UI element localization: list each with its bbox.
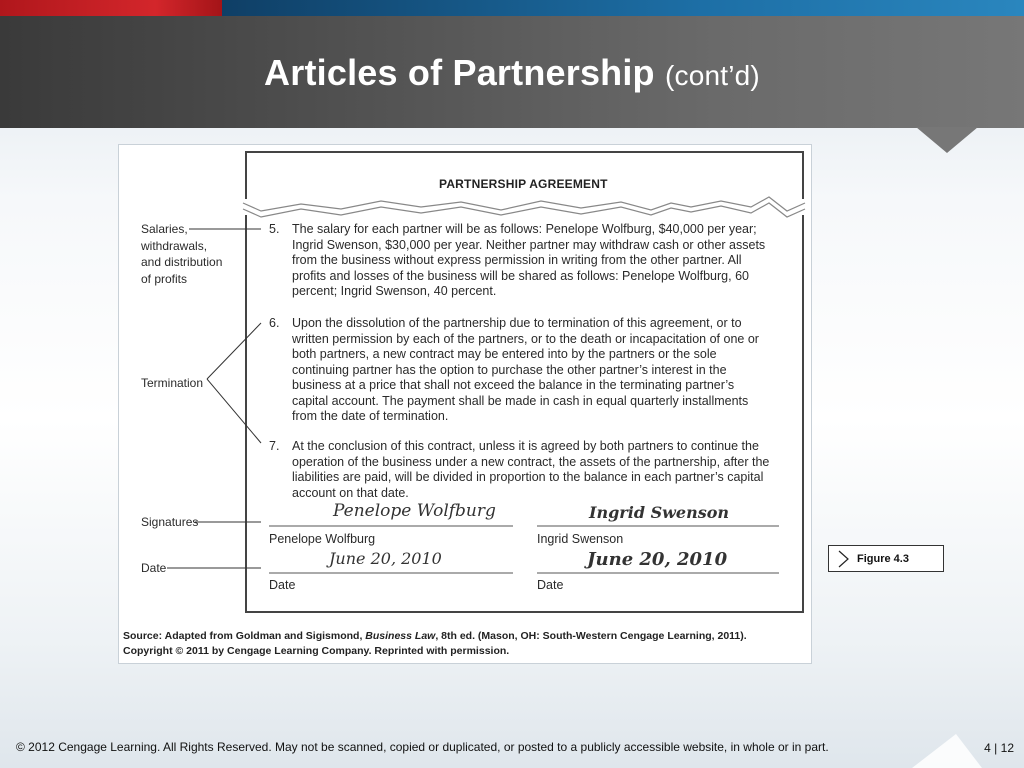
margin-label-salaries: Salaries, withdrawals, and distribution of profits: [141, 222, 223, 286]
header-notch: [916, 127, 978, 153]
top-accent-bar: [0, 0, 1024, 16]
signature-right: Ingrid Swenson: [589, 503, 730, 522]
figure-button-label: Figure 4.3: [857, 553, 909, 565]
partnership-agreement-figure: [118, 144, 812, 664]
source-text-c: , 8th ed. (Mason, OH: South-Western Cengage Learning, 2011).: [435, 630, 747, 642]
copyright-credit: Copyright © 2011 by Cengage Learning Company. Reprinted with permission.: [123, 645, 510, 657]
source-book-title: Business Law: [365, 630, 436, 642]
clause-number: 5.: [269, 222, 280, 236]
date-handwritten-right: June 20, 2010: [587, 549, 728, 570]
clause-number: 7.: [269, 439, 280, 453]
clause-text: At the conclusion of this contract, unless it is agreed by both partners to continue the operation of the business under a new contract, the assets of the partnership, after the liabilities are paid, will be divided in proportion to the balance in each partner’s capital account on that date.: [292, 439, 770, 500]
slide-title: [0, 52, 1024, 94]
page-number: 4: [984, 741, 991, 755]
source-credit: [123, 629, 807, 659]
clause-number: 6.: [269, 316, 280, 330]
blue-accent-strip: [222, 0, 1024, 16]
chevron-right-icon: [837, 550, 851, 568]
page-total: 12: [1000, 741, 1014, 755]
slide-title-suffix: (cont’d): [664, 60, 760, 91]
signature-left: Penelope Wolfburg: [333, 501, 496, 521]
date-caption-right: Date: [537, 578, 564, 592]
clause-text: Upon the dissolution of the partnership due to termination of this agreement, or to written permission by each of the partners, or to the death or incapacitation of one or both partners, a new contract may be entered into by the partners or the sole continuing partner has the option to purchase the other partner’s interest in the business at a price that shall not exceed the balance in the terminating partner’s capital account. The payment shall be made in cash in equal quarterly installments from the date of termination.: [292, 316, 759, 423]
signer-name-right: Ingrid Swenson: [537, 532, 624, 546]
agreement-heading: PARTNERSHIP AGREEMENT: [439, 177, 608, 191]
slide-title-main: Articles of Partnership: [264, 52, 655, 93]
page-indicator: [984, 741, 1014, 755]
source-text-a: Source: Adapted from Goldman and Sigismond,: [123, 630, 366, 642]
margin-label-termination: Termination: [141, 376, 204, 390]
date-handwritten-left: June 20, 2010: [329, 549, 442, 568]
footer-triangle-decoration: [912, 734, 982, 768]
slide-footer: [0, 730, 1024, 768]
margin-label-date: Date: [141, 561, 167, 575]
date-caption-left: Date: [269, 578, 296, 592]
clause-text: The salary for each partner will be as follows: Penelope Wolfburg, $40,000 per year; Ingrid Swenson, $30,000 per year. Neither partner may withdraw cash or other assets from the business without express permission in writing from the other partner. All profits and losses of the business will be shared as follows: Penelope Wolfburg, 60 percent; Ingrid Swenson, 40 percent.: [292, 222, 766, 298]
slide-header: [0, 16, 1024, 128]
signer-name-left: Penelope Wolfburg: [269, 532, 376, 546]
margin-label-signatures: Signatures: [141, 515, 199, 529]
red-accent-strip: [0, 0, 222, 16]
figure-button[interactable]: [828, 545, 944, 572]
footer-copyright: © 2012 Cengage Learning. All Rights Reserved. May not be scanned, copied or duplicated, or posted to a publicly accessible website, in whole or in part.: [16, 740, 829, 754]
page-separator: |: [994, 741, 998, 755]
